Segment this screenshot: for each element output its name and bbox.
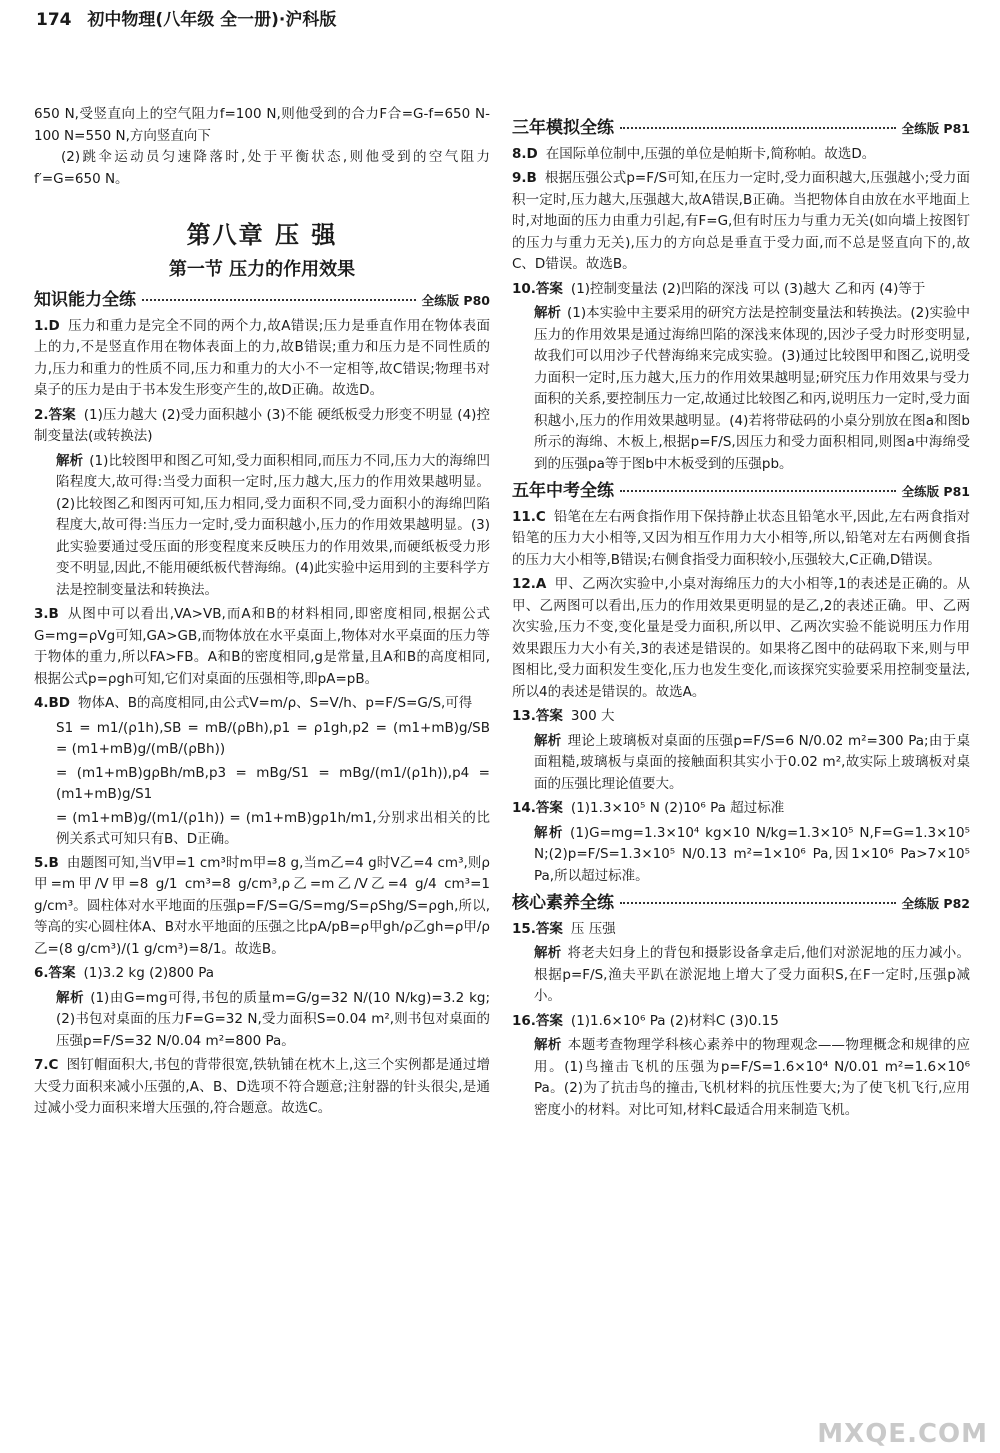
analysis-label: 解析 (534, 945, 562, 961)
answer-item (34, 604, 490, 690)
analysis-label: 解析 (56, 452, 84, 469)
section-title: 第一节 压力的作用效果 (168, 259, 356, 280)
item-text: (1)压力越大 (2)受力面积越小 (3)不能 硬纸板受力形变不明显 (4)控制变量法(或转换法) (34, 406, 490, 444)
item-text: (1)1.3×10⁵ N (2)10⁶ Pa 超过标准 (570, 800, 785, 816)
item-text: (1)由G=mg可得,书包的质量m=G/g=32 N/(10 N/kg)=3.2 kg;(2)书包对桌面的压力F=G=32 N,受力面积S=0.04 m²,则书包对桌面的压强p=F/S=32 N/0.04 m²=800 Pa。 (56, 989, 491, 1049)
item-number: 7.C (34, 1057, 59, 1073)
item-number: 5.B (34, 854, 59, 871)
analysis-item (512, 943, 970, 1008)
leader-dots (620, 490, 896, 492)
carryover-line-1: 650 N,受竖直向上的空气阻力f=100 N,则他受到的合力F合=G-f=650 N-100 N=550 N,方向竖直向下 (34, 106, 490, 144)
answer-item (34, 853, 490, 961)
item-text: (1)G=mg=1.3×10⁴ kg×10 N/kg=1.3×10⁵ N,F=G=1.3×10⁵ N;(2)p=F/S=1.3×10⁵ N/0.13 m²=1×10⁶ Pa,因1×10⁶ Pa>7×10⁵ Pa,所以超过标准。 (534, 824, 970, 884)
analysis-item (512, 823, 970, 888)
analysis-label: 解析 (56, 989, 85, 1006)
item-text: 理论上玻璃板对桌面的压强p=F/S=6 N/0.02 m²=300 Pa;由于桌面粗糙,玻璃板与桌面的接触面积其实小于0.02 m²,故实际上玻璃板对桌面的压强比理论值要大。 (534, 732, 970, 792)
item-text: 300 大 (570, 708, 615, 724)
item-text: 根据压强公式p=F/S可知,在压力一定时,受力面积越大,压强越小;受力面积一定时,压力越大,压强越大,故A错误,B正确。当把物体自由放在水平地面上时,对地面的压力由重力引起,有F=G,但有时压力与重力无关(如向墙上按图钉的压力与重力无关),压力的方向总是垂直于受力面,而不总是竖直向下的,故C、D错误。故选B。 (512, 170, 970, 272)
section-header-title: 三年模拟全练 (512, 118, 614, 138)
section-header-knowledge (34, 290, 490, 312)
item-number: 10.答案 (512, 280, 563, 297)
answer-item (512, 706, 970, 728)
item-number: 1.D (34, 317, 60, 334)
watermark: MXQE.COM (817, 1418, 988, 1449)
answer-item (34, 693, 490, 715)
item-text: 铅笔在左右两食指作用下保持静止状态且铅笔水平,因此,左右两食指对铅笔的压力大小相等,又因为相互作用力大小相等,所以,铅笔对左右两侧食指的压力大小相等,B错误;右侧食指受力面积较小,压强较大,C正确,D错误。 (512, 508, 970, 568)
section-header-ref: 全练版 P82 (901, 896, 970, 911)
item-text: 压力和重力是完全不同的两个力,故A错误;压力是垂直作用在物体表面上的力,不是竖直作用在物体表面上的力,故B错误;重力和压力是不同性质的力,压力和重力的性质不同,压力和重力的大小不一定相等,故C错误;物理书对桌子的压力是由于书本发生形变产生的,故D正确。故选D。 (34, 317, 490, 398)
answer-item (512, 574, 970, 703)
item-number: 8.D (512, 145, 538, 162)
left-column (34, 104, 490, 1123)
answer-item (34, 963, 490, 985)
item-text: 在国际单位制中,压强的单位是帕斯卡,简称帕。故选D。 (545, 145, 876, 162)
formula-line: = (m1+mB)gρBh/mB,p3 = mBg/S1 = mBg/(m1/(ρ1h)),p4 = (m1+mB)g/S1 (56, 764, 490, 802)
item-text: 由题图可知,当V甲=1 cm³时m甲=8 g,当m乙=4 g时V乙=4 cm³,则ρ甲=m甲/V甲=8 g/1 cm³=8 g/cm³,ρ乙=m乙/V乙=4 g/4 cm³=1 g/cm³。圆柱体对水平地面的压强p=F/S=G/S=mg/S=ρShg/S=ρgh,所以,等高的实心圆柱体A、B对水平地面的压强之比pA/pB=ρ甲gh/ρ乙gh=ρ甲/ρ乙=(8 g/cm³)/(1 g/cm³)=8/1。故选B。 (34, 854, 490, 957)
chapter-title: 第八章 压 强 (186, 221, 338, 249)
item-text: (1)3.2 kg (2)800 Pa (83, 965, 215, 981)
section-header-title: 核心素养全练 (512, 893, 614, 913)
analysis-label: 解析 (534, 732, 562, 749)
answer-item (512, 507, 970, 572)
answer-item (512, 144, 970, 166)
leader-dots (142, 299, 416, 301)
right-column (512, 112, 970, 1124)
section-header-mock (512, 118, 970, 140)
answer-item (34, 1055, 490, 1120)
section-header-core (512, 893, 970, 915)
answer-item (34, 316, 490, 402)
item-text: 物体A、B的高度相同,由公式V=m/ρ、S=V/h、p=F/S=G/S,可得 (78, 695, 473, 711)
analysis-item (512, 303, 970, 475)
item-text: 本题考查物理学科核心素养中的物理观念——物理概念和规律的应用。(1)鸟撞击飞机的压强为p=F/S=1.6×10⁴ N/0.01 m²=1.6×10⁶ Pa。(2)为了抗击鸟的撞击,飞机材料的抗压性要大;为了使飞机飞行,应用密度小的材料。对比可知,材料C最适合用来制造飞机。 (534, 1037, 971, 1118)
item-text: (1)本实验中主要采用的研究方法是控制变量法和转换法。(2)实验中压力的作用效果是通过海绵凹陷的深浅来体现的,因沙子受力时形变明显,故我们可以用沙子代替海绵来完成实验。(3)通过比较图甲和图乙,说明受力面积一定时,压力越大,压力的作用效果越明显;研究压力作用效果与受力面积的关系,要控制压力一定,故通过比较图乙和丙,说明压力一定时,受力面积越小,压力的作用效果越明显。(4)若将带砝码的小桌分别放在图a和图b所示的海绵、木板上,根据p=F/S,因压力和受力面积相同,则图a中海绵受到的压强pa等于图b中木板受到的压强pb。 (534, 305, 971, 472)
answer-item (512, 1011, 970, 1033)
answer-item (512, 279, 970, 301)
leader-dots (620, 127, 896, 129)
section-header-ref: 全练版 P81 (901, 121, 970, 136)
section-header-exam (512, 481, 970, 503)
item-text: (1)1.6×10⁶ Pa (2)材料C (3)0.15 (570, 1012, 779, 1029)
formula-line: S1 = m1/(ρ1h),SB = mB/(ρBh),p1 = ρ1gh,p2 = (m1+mB)g/SB = (m1+mB)g/(mB/(ρBh)) (56, 719, 490, 757)
leader-dots (620, 902, 896, 904)
formula-line: = (m1+mB)g/(m1/(ρ1h)) = (m1+mB)gρ1h/m1,分别求出相关的比例关系式可知只有B、D正确。 (56, 809, 490, 847)
analysis-label: 解析 (534, 1037, 562, 1053)
carryover-line-2: (2)跳伞运动员匀速降落时,处于平衡状态,则他受到的空气阻力f′=G=650 N。 (34, 149, 490, 187)
section-header-ref: 全练版 P80 (421, 293, 490, 308)
answer-item (34, 405, 490, 448)
analysis-item (512, 1035, 970, 1121)
item-number: 4.BD (34, 695, 71, 711)
answer-item (512, 919, 970, 941)
item-number: 16.答案 (512, 1012, 563, 1029)
item-text: 从图中可以看出,VA>VB,而A和B的材料相同,即密度相同,根据公式G=mg=ρVg可知,GA>GB,而物体放在水平桌面上,物体对水平桌面的压力等于物体的重力,所以FA>FB。A和B的密度相同,g是常量,且A和B的高度相同,根据公式p=ρgh可知,它们对桌面的压强相等,即pA=pB。 (34, 606, 490, 687)
item-number: 14.答案 (512, 800, 563, 816)
item-number: 15.答案 (512, 920, 563, 937)
item-number: 6.答案 (34, 965, 76, 981)
analysis-label: 解析 (534, 824, 565, 841)
page-number: 174 (36, 10, 72, 30)
item-number: 2.答案 (34, 406, 76, 423)
section-header-title: 五年中考全练 (512, 481, 614, 501)
item-text: 图钉帽面积大,书包的背带很宽,铁轨铺在枕木上,这三个实例都是通过增大受力面积来减小压强的,A、B、D选项不符合题意;注射器的针头很尖,是通过减小受力面积来增大压强的,符合题意。故选C。 (34, 1057, 490, 1116)
section-header-ref: 全练版 P81 (901, 484, 970, 499)
analysis-label: 解析 (534, 305, 562, 321)
page-header (36, 8, 336, 32)
item-number: 11.C (512, 508, 546, 525)
item-text: (1)控制变量法 (2)凹陷的深浅 可以 (3)越大 乙和丙 (4)等于 (570, 280, 926, 297)
item-number: 3.B (34, 606, 59, 622)
book-title: 初中物理(八年级 全一册)·沪科版 (87, 10, 337, 30)
analysis-item (512, 731, 970, 796)
item-text: 将老夫妇身上的背包和摄影设备拿走后,他们对淤泥地的压力减小。根据p=F/S,渔夫平趴在淤泥地上增大了受力面积S,在F一定时,压强p减小。 (534, 945, 970, 1004)
item-number: 9.B (512, 170, 537, 186)
item-number: 12.A (512, 576, 547, 592)
analysis-item (34, 451, 490, 602)
item-number: 13.答案 (512, 708, 563, 724)
answer-item (512, 798, 970, 820)
answer-item (512, 168, 970, 276)
item-text: (1)比较图甲和图乙可知,受力面积相同,而压力不同,压力大的海绵凹陷程度大,故可得:当受力面积一定时,压力越大,压力的作用效果越明显。(2)比较图乙和图丙可知,压力相同,受力面积不同,受力面积小的海绵凹陷程度大,故可得:当压力一定时,受力面积越小,压力的作用效果越明显。(3)此实验要通过受压面的形变程度来反映压力的作用效果,而硬纸板受力形变不明显,因此,不能用硬纸板代替海绵。(4)此实验中运用到的主要科学方法是控制变量法和转换法。 (56, 452, 490, 598)
section-header-title: 知识能力全练 (34, 290, 136, 310)
item-text: 压 压强 (570, 920, 616, 937)
item-text: 甲、乙两次实验中,小桌对海绵压力的大小相等,1的表述是正确的。从甲、乙两图可以看出,压力的作用效果更明显的是乙,2的表述正确。甲、乙两次实验,压力不变,变化量是受力面积,所以甲、乙两次实验不能说明压力作用效果跟压力大小有关,3的表述是错误的。如果将乙图中的砝码取下来,则与甲图相比,受力面积发生变化,压力也发生变化,而该探究实验要采用控制变量法,所以4的表述是错误的。故选A。 (512, 576, 970, 700)
analysis-item (34, 988, 490, 1053)
